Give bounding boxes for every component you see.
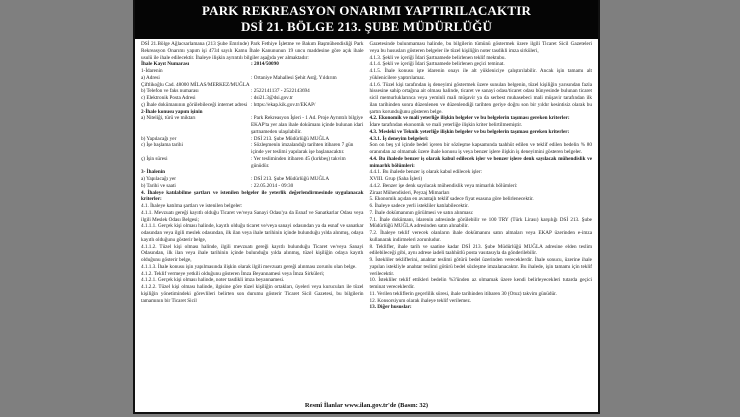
clause-4-4: 4.4. Bu ihalede benzer iş olarak kabul edilecek işler ve benzer işlere denk sayılacak mühendislik ve mimarlık bölümleri:: [369, 155, 592, 169]
clause-4-4-2-text: Ziraat Mühendisleri, Peyzaj Mimarları: [369, 189, 450, 196]
clause-4-1-4: 4.1.4. Şekli ve içeriği İdari Şartnamede belirlenen geçici teminat.: [369, 61, 505, 68]
email-value: : dsi21.3@dsi.gov.tr: [251, 95, 293, 101]
tender-date-label: b) Tarihi ve saati: [141, 182, 176, 189]
section-2-heading: 2-İhale konusu yapım işinin: [141, 108, 203, 115]
clause-11: 11. Verilen tekliflerin geçerlilik süresi, ihale tarihinden itibaren 30 (Otuz) takvim günüdür.: [369, 290, 557, 297]
notice-subtitle: DSİ 21. BÖLGE 213. ŞUBE MÜDÜRLÜĞÜ: [240, 19, 493, 34]
clause-8: 8. Teklifler, ihale tarih ve saatine kadar DSİ 213. Şube Müdürlüğü MUĞLA adresine elden teslim edilebileceği gibi, aynı adrese iadeli taahhütlü posta vasıtasıyla da gönderilebilir.: [369, 243, 592, 257]
nature-label: a) Niteliği, türü ve miktarı: [141, 115, 196, 122]
clause-4-4-2: 4.4.2. Benzer işe denk sayılacak mühendislik veya mimarlık bölümleri:: [369, 182, 518, 189]
address-label: a) Adresi: [141, 74, 160, 81]
clause-7: 7. İhale dokümanının görülmesi ve satın alınması:: [369, 209, 474, 216]
doc-url-label: ç) İhale dokümanının görülebileceği internet adresi: [141, 101, 248, 108]
tender-notice: [133, 0, 600, 414]
clause-4-1-2-1: 4.1.2.1. Gerçek kişi olması halinde, noter tasdikli imza beyannamesi.: [141, 277, 285, 284]
ikn-value: : 2014/50090: [251, 61, 279, 68]
address-value: : Ortaniye Mahallesi Şehit Astğ. Yıldırım: [251, 74, 337, 81]
section-1-heading: 1-İdarenin: [141, 68, 163, 74]
tender-date-value: : 22.05.2014 - 09:30: [251, 182, 294, 189]
clause-4-1-6: 4.1.6. Tüzel kişi tarafından iş deneyimi göstermek üzere sunulan belgenin, tüzel kişiliğin yarısından fazla hissesine sahip ortağına ait olması halinde, ticaret ve sanayi odası/ticaret odası bünyesinde bulunan ticaret sicil memurluklarınca veya yeminli mali müşavir ya da serbest muhasebeci mali müşavir tarafından ilk ilan tarihinden sonra düzenlenen ve düzenlendiği tarihten geriye doğru son bir yıldır kesintisiz olarak bu şartın korunduğunu gösteren belge.: [369, 81, 592, 115]
clause-5: 5. Ekonomik açıdan en avantajlı teklif sadece fiyat esasına göre belirlenecektir.: [369, 196, 534, 203]
clause-4-3: 4.3. Mesleki ve Teknik yeterliğe ilişkin belgeler ve bu belgelerin taşıması gereken kriterler:: [369, 128, 570, 135]
clause-4-3-1: 4.3.1. İş deneyim belgeleri:: [369, 135, 429, 142]
clause-12: 12. Konsorsiyum olarak ihaleye teklif verilemez.: [369, 297, 472, 304]
clause-7-1: 7.1. İhale dokümanı, idarenin adresinde görülebilir ve 100 TRY (Türk Lirası) karşılığı DSİ 213. Şube Müdürlüğü MUĞLA adresinden satın alınabilir.: [369, 216, 592, 230]
clause-4-1-2: 4.1.2. Teklif vermeye yetkili olduğunu gösteren İmza Beyannamesi veya İmza Sirküleri;: [141, 270, 325, 277]
left-column: [141, 41, 364, 311]
phone-label: b) Telefon ve faks numarası: [141, 88, 199, 95]
intro-paragraph: DSİ 21.Bölge Ağlacsarlamana (213 Şube Emrinde) Park Fethiye İşletme ve Bakım Başmühendisliği Park Rekreasyon Onarımı yapım işi 4734 sayılı Kamu İhale Kanununun 19 uncu maddesine göre açık ihale usulü ile ihale edilecektir. İhaleye ilişkin ayrıntılı bilgiler aşağıda yer almaktadır:: [141, 41, 364, 61]
clause-4-1-1-3: 4.1.1.3. İhale konusu işin yapılmasında ilişkin olarak ilgili mevzuatı gereği alınması zorunlu olan belge.: [141, 263, 357, 270]
clause-10: 10. İstekliler teklif ettikleri bedelin %3'ünden az olmamak üzere kendi belirleyecekleri tutarda geçici teminat vereceklerdir.: [369, 277, 592, 290]
nature-value: : Park Rekreasyon İşleri - 1 Ad. Proje Ayrıntılı bilgiye EKAP'ta yer alan ihale dokümanı içinde bulunan idari şartnameden ulaşılabilir.: [251, 115, 364, 135]
address-continuation: Çiftlikoğlu Cad. 48000 MİLAS/MERKEZ/MUĞLA: [141, 81, 250, 88]
clause-4-2-text: İdare tarafından ekonomik ve mali yeterliğe ilişkin kriter belirtilmemiştir.: [369, 122, 523, 128]
clause-4-4-1: 4.4.1. Bu ihalede benzer iş olarak kabul edilecek işler:: [369, 169, 482, 176]
section-3-heading: 3- İhalenin: [141, 169, 166, 176]
clause-4-1-5: 4.1.5. İhale konusu işte idarenin onayı ile alt yükleniciye çalıştırılabilir. Ancak işin tamamı alt yüklenicilere yaptırılamaz.: [369, 68, 592, 81]
tender-place-label: a) Yapılacağı yer: [141, 176, 177, 182]
duration-value: : Yer tesliminden itibaren 45 (kırkbeş) takvim günüdür.: [251, 155, 346, 169]
clause-4-1-1-2: 4.1.1.2. Tüzel kişi olması halinde, ilgili mevzuatı gereği kayıtlı bulunduğu Ticaret ve/veya Sanayi Odasından, ilk ilan veya ihale tarihinin içinde bulunduğu yılda alınmış, tüzel kişiliğin odaya kayıtlı olduğunu gösterir belge,: [141, 243, 364, 263]
notice-banner: [135, 0, 598, 39]
clause-4-1: 4.1. İhaleye katılma şartları ve istenilen belgeler:: [141, 203, 243, 209]
right-column: [370, 41, 593, 311]
section-4-heading: 4. İhaleye katılabilme şartları ve istenilen belgeler ile yeterlik değerlendirmesinde uygulanacak kriterler:: [141, 189, 364, 203]
clause-4-1-1: 4.1.1. Mevzuatı gereği kayıtlı olduğu Ticaret ve/veya Sanayi Odası'ya da Esnaf ve Sanatkarlar Odası veya ilgili Meslek Odası Belgesi;: [141, 209, 364, 223]
clause-4-2: 4.2. Ekonomik ve mali yeterliğe ilişkin belgeler ve bu belgelerin taşıması gereken kriterler:: [369, 115, 570, 122]
clause-4-1-3: 4.1.3. Şekli ve içeriği İdari Şartnamede belirlenen teklif mektubu.: [369, 54, 506, 61]
notice-footer: Resmî İlanlar www.ilan.gov.tr'de (Basın: 32): [304, 402, 429, 409]
tender-place-value: : DSİ 213. Şube Müdürlüğü MUĞLA: [251, 176, 330, 182]
clause-continuation: Gazetesinde bulunmaması halinde, bu bilgilerin tümünü göstermek üzere ilgili Ticaret Sicil Gazeteleri veya bu hususları gösteren belgeler ile tüzel kişiliğin noter tasdikli imza sirküleri,: [369, 41, 592, 54]
clause-13: 13. Diğer hususlar:: [369, 304, 412, 311]
clause-4-4-1-text: XVIII. Grup (Saha İşleri): [369, 176, 423, 182]
email-label: c) Elektronik Posta Adresi: [141, 95, 196, 101]
doc-url-link[interactable]: : https://ekap.kik.gov.tr/EKAP/: [251, 101, 316, 108]
ikn-label: İhale Kayıt Numarası: [141, 61, 190, 68]
clause-4-3-1-text: Son on beş yıl içinde bedel içeren bir sözleşme kapsamında taahhüt edilen ve teklif edilen bedelin % 80 oranından az olmamak üzere ihale konusu iş veya benzer işlere ilişkin iş deneyimini gösteren belgeler.: [369, 142, 592, 155]
start-date-label: c) İşe başlama tarihi: [141, 142, 183, 149]
location-label: b) Yapılacağı yer: [141, 135, 177, 142]
clause-9: 9. İstekliler tekliflerini, anahtar teslimi götürü bedel üzerinden vereceklerdir. İhale sonucu, üzerine ihale yapılan istekliyle anahtar teslimi götürü bedel sözleşme imzalanacaktır. Bu ihalede, işin tamamı için teklif verilecektir.: [369, 257, 592, 277]
start-date-value: : Sözleşmenin imzalandığı tarihten itibaren 7 gün içinde yer teslimi yapılarak işe başlanacaktır.: [251, 142, 354, 155]
clause-7-2: 7.2. İhaleye teklif verecek olanların ihale dokümanını satın almaları veya EKAP üzerinden e-imza kullanarak indirmeleri zorunludur.: [369, 230, 592, 243]
notice-title: PARK REKREASYON ONARIMI YAPTIRILACAKTIR: [201, 3, 532, 18]
clause-4-1-1-1: 4.1.1.1. Gerçek kişi olması halinde, kayıtlı olduğu ticaret ve/veya sanayi odasından ya da esnaf ve sanatkar odasından veya ilgili meslek odasından, ilk ilan veya ihale tarihinin içinde bulunduğu yılda alınmış, odaya kayıtlı olduğunu gösterir belge,: [141, 223, 364, 243]
clause-4-1-2-2: 4.1.2.2. Tüzel kişi olması halinde, ilgisine göre tüzel kişiliğin ortakları, üyeleri veya kurucuları ile tüzel kişiliğin yönetimindeki görevlileri belirten son durumu gösterir Ticaret Sicil Gazetesi, bu bilgilerin tamamının bir Ticaret Sicil: [141, 284, 364, 304]
clause-6: 6. İhaleye sadece yerli istekliler katılabilecektir.: [369, 203, 469, 209]
phone-value: : 2522141137 - 2522143694: [251, 88, 310, 95]
location-value: : DSİ 213. Şube Müdürlüğü MUĞLA: [251, 135, 330, 142]
duration-label: ç) İşin süresi: [141, 155, 168, 162]
